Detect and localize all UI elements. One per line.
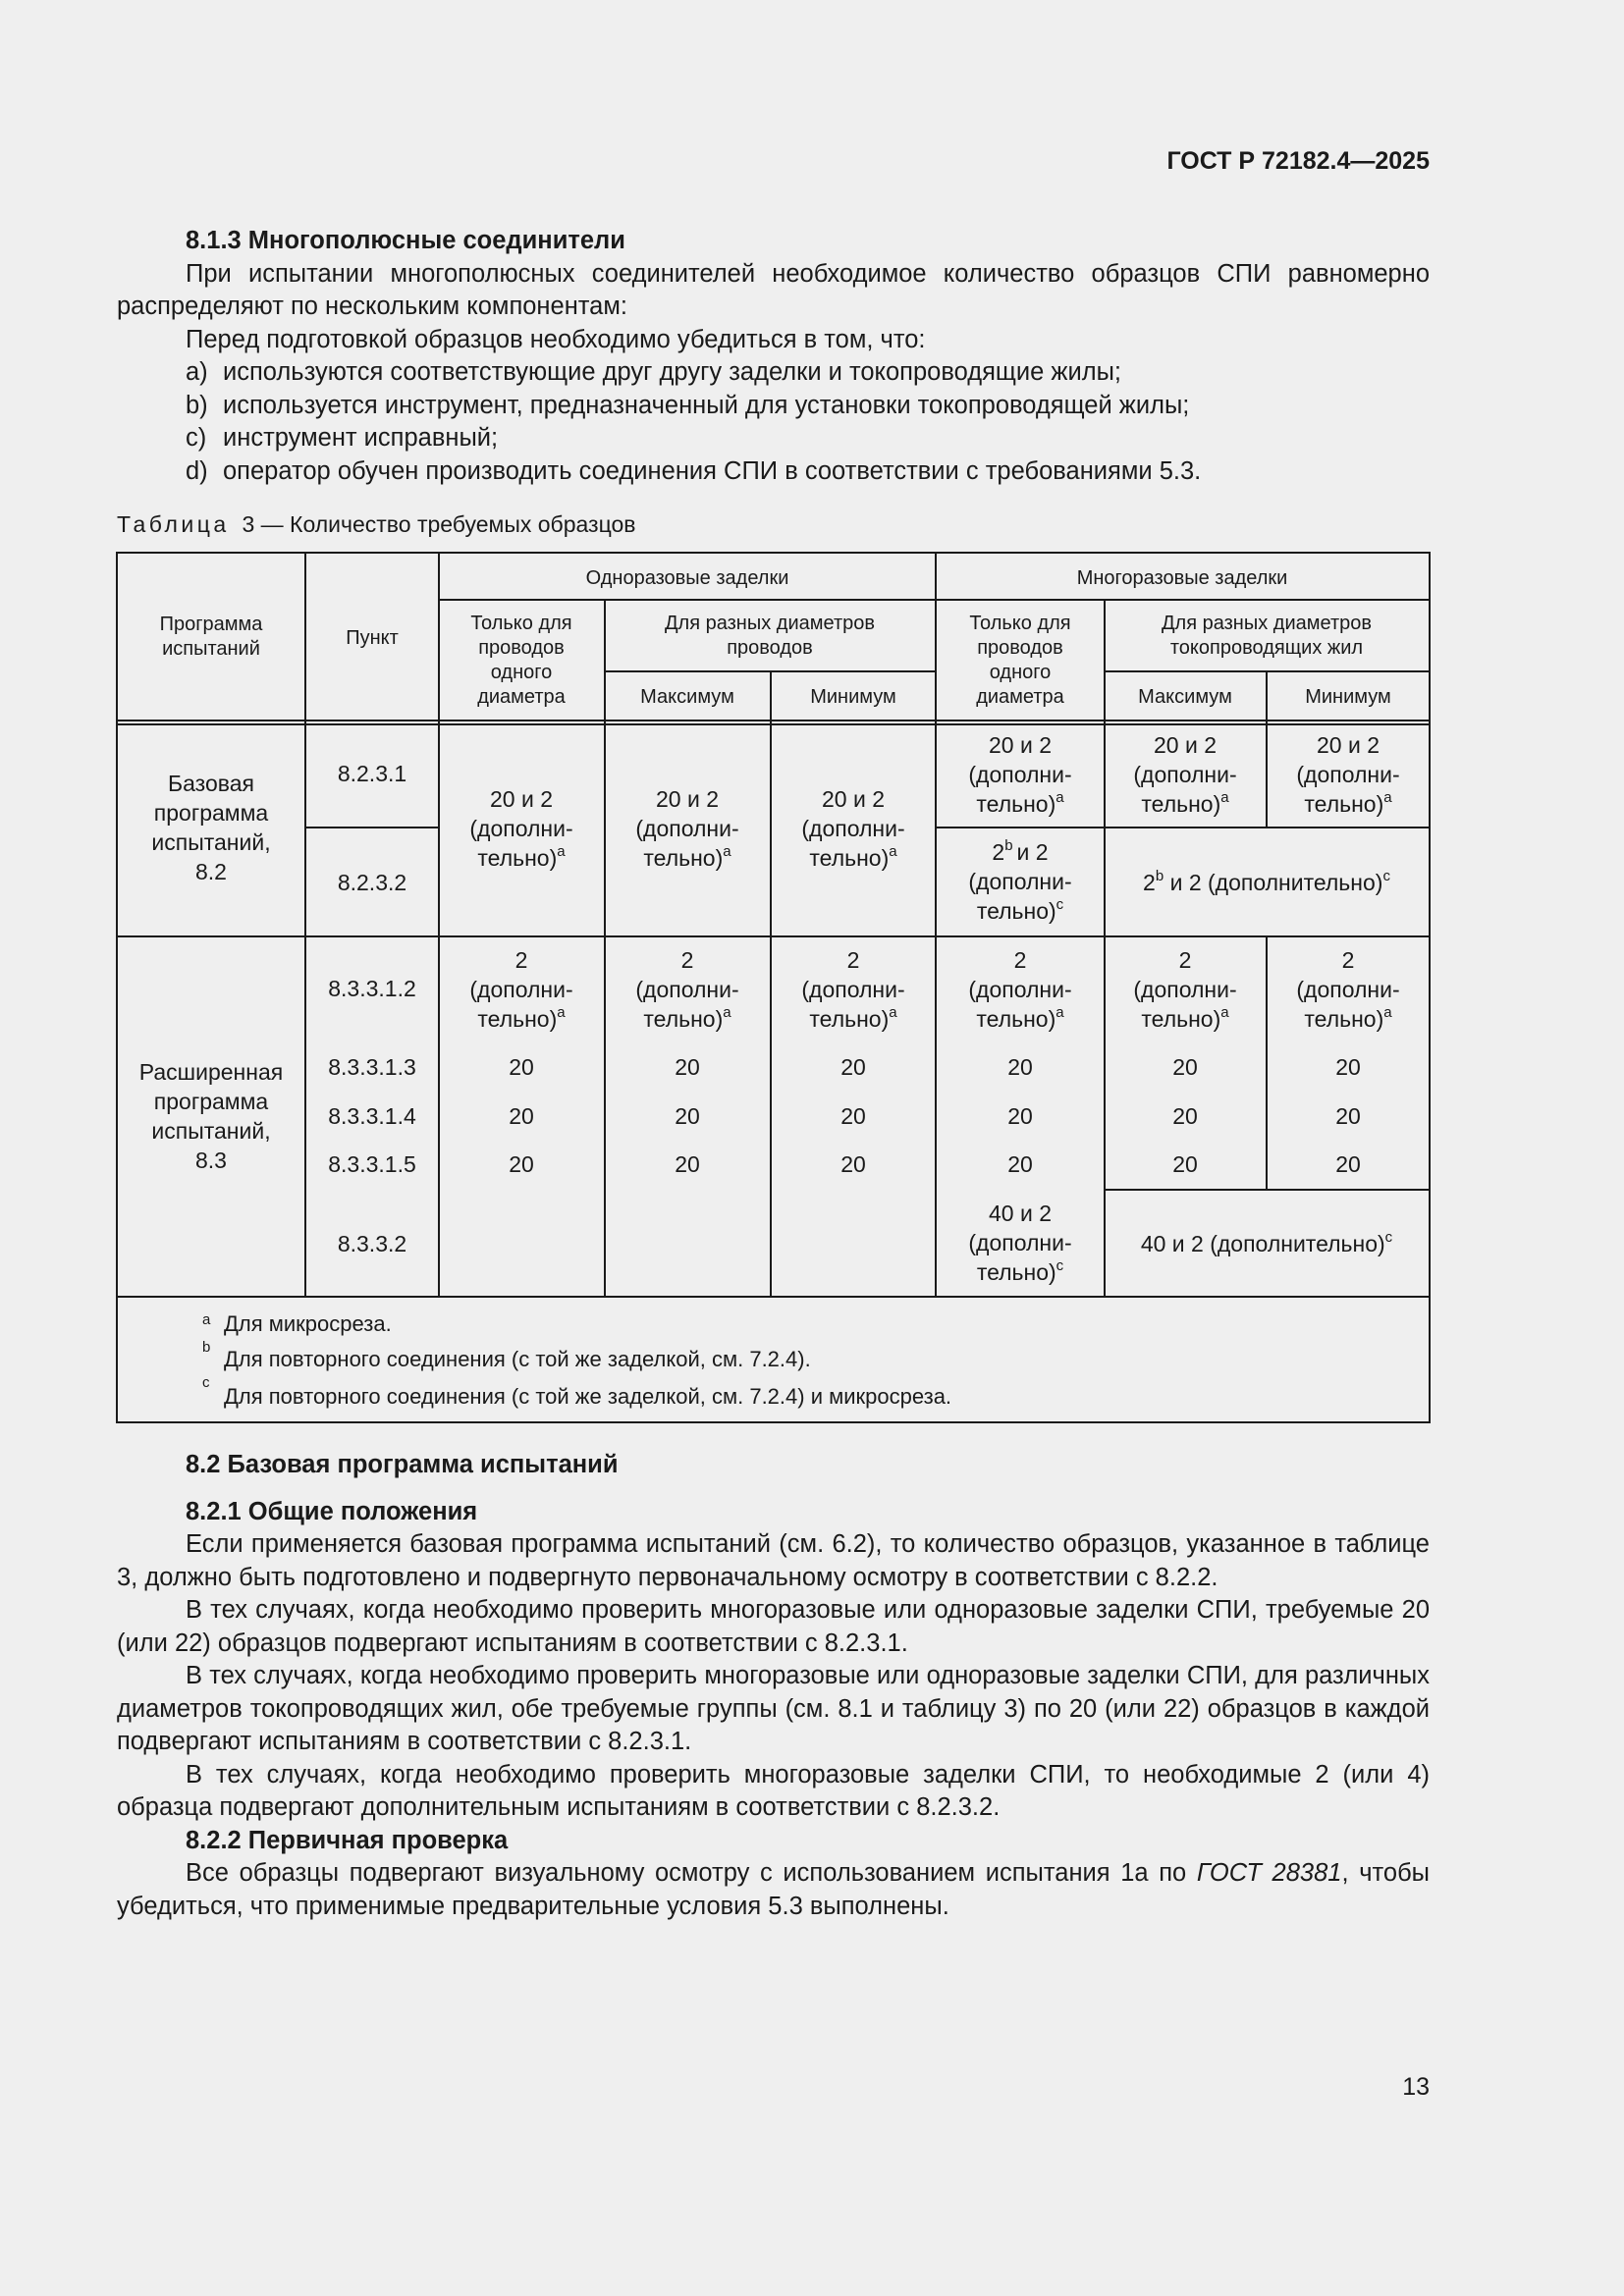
cell-value: 20 [509, 1103, 534, 1129]
cell-value: тельно)$^a$ [809, 1004, 897, 1032]
cell-value: тельно)$^a$ [809, 843, 897, 871]
table-body [139, 732, 1400, 1285]
subsection-heading: 8.2.1 Общие положения [186, 1497, 478, 1525]
footnote-text: Для микросреза. [224, 1311, 392, 1336]
header-maximum: Максимум [1138, 686, 1232, 708]
cell-value: 2$^b$ и 2 [992, 837, 1049, 865]
cell-value: 20 [675, 1151, 700, 1177]
cell-value: 20 и 2 [489, 786, 554, 812]
header-program-line: испытаний [162, 638, 260, 660]
footnote-mark: a [202, 1311, 211, 1328]
header-different-diameters-line: токопроводящих жил [1169, 637, 1364, 659]
cell-value: тельно)$^a$ [643, 843, 731, 871]
cell-value: (дополни- [968, 869, 1072, 894]
cell-value: 2 [1341, 947, 1355, 973]
cell-value: тельно)$^c$ [976, 896, 1064, 924]
cell-value: 20 [1007, 1054, 1033, 1080]
list-marker: b) [186, 391, 208, 419]
section-8-2 [117, 1449, 1430, 1923]
cell-value: 20 [1007, 1151, 1033, 1177]
cell-value: тельно)$^a$ [477, 1004, 566, 1032]
cell-value: тельно)$^a$ [976, 1004, 1064, 1032]
cell-value: (дополни- [968, 762, 1072, 787]
cell-value: 20 [1172, 1151, 1198, 1177]
paragraph: В тех случаях, когда необходимо проверить многоразовые или одноразовые заделки СПИ, требуемые 20 (или 22) образцов подвергают испытаниям в соответствии с 8.2.3.1. [117, 1596, 1430, 1657]
section-heading: 8.2 Базовая программа испытаний [186, 1451, 619, 1478]
cell-value: 20 [1172, 1054, 1198, 1080]
cell-value: 20 и 2 [1316, 732, 1380, 758]
cell-value: 20 [509, 1054, 534, 1080]
standard-reference: ГОСТ 28381 [1196, 1859, 1342, 1887]
header-single-diameter-line: одного [989, 662, 1052, 683]
cell-value: (дополни- [968, 1230, 1072, 1255]
group-basic-line: испытаний, [151, 829, 271, 855]
header-clause: Пункт [346, 627, 399, 649]
cell-value: 20 и 2 [1153, 732, 1218, 758]
list-item-text: инструмент исправный; [223, 424, 499, 452]
cell-value: 20 [1007, 1103, 1033, 1129]
cell-value: 20 [1335, 1054, 1361, 1080]
cell-value: 20 [1335, 1103, 1361, 1129]
header-different-diameters-line: Для разных диаметров [665, 613, 875, 634]
group-extended-line: испытаний, [151, 1118, 271, 1144]
header-different-diameters-line: Для разных диаметров [1162, 613, 1372, 634]
header-single-diameter-line: Только для [969, 613, 1071, 634]
header-minimum: Минимум [810, 686, 896, 708]
cell-value: 20 [840, 1054, 866, 1080]
list-marker: a) [186, 358, 208, 386]
table-caption-prefix: Таблица [117, 511, 230, 537]
paragraph: Если применяется базовая программа испытаний (см. 6.2), то количество образцов, указанное в таблице 3, должно быть подготовлено и подвергнуто первоначальному осмотру в соответствии с 8.2.2. [117, 1530, 1430, 1591]
cell-value: тельно)$^a$ [477, 843, 566, 871]
header-single-diameter-line: одного [490, 662, 553, 683]
footnote-text: Для повторного соединения (с той же заделкой, см. 7.2.4). [224, 1347, 811, 1371]
cell-value: 20 [1172, 1103, 1198, 1129]
cell-value: 2 [846, 947, 860, 973]
list-item-text: используется инструмент, предназначенный для установки токопроводящей жилы; [223, 391, 1190, 419]
cell-value: 20 [1335, 1151, 1361, 1177]
header-single-diameter-line: диаметра [976, 686, 1064, 708]
header-multi-use: Многоразовые заделки [1076, 567, 1288, 589]
cell-value: (дополни- [801, 816, 905, 841]
cell-value: 20 [840, 1103, 866, 1129]
cell-value: тельно)$^a$ [1141, 1004, 1229, 1032]
group-basic-line: программа [153, 800, 269, 826]
list-marker: d) [186, 456, 208, 485]
header-single-diameter-line: проводов [478, 637, 565, 659]
paragraph: В тех случаях, когда необходимо проверить многоразовые заделки СПИ, то необходимые 2 (или 4) образца подвергают дополнительным испытаниям в соответствии с 8.2.3.2. [117, 1760, 1430, 1821]
cell-value: (дополни- [1133, 977, 1237, 1002]
header-maximum: Максимум [640, 686, 734, 708]
clause: 8.3.3.1.5 [328, 1151, 416, 1177]
header-minimum: Минимум [1305, 686, 1391, 708]
clause: 8.3.3.1.2 [328, 976, 416, 1001]
cell-value: (дополни- [1296, 762, 1400, 787]
paragraph: В тех случаях, когда необходимо проверить многоразовые или одноразовые заделки СПИ, для различных диаметров токопроводящих жил, обе требуемые группы (см. 8.1 и таблицу 3) по 20 (или 22) образцов в каждой подвергают испытаниям в соответствии с 8.2.3.1. [117, 1662, 1430, 1755]
header-single-diameter-line: Только для [470, 613, 572, 634]
cell-value: тельно)$^a$ [643, 1004, 731, 1032]
cell-value: (дополни- [635, 977, 739, 1002]
cell-value: (дополни- [801, 977, 905, 1002]
cell-value: тельно)$^a$ [1141, 789, 1229, 817]
cell-value: 20 [675, 1054, 700, 1080]
clause: 8.2.3.1 [337, 761, 407, 786]
cell-value: 20 и 2 [655, 786, 720, 812]
paragraph: Перед подготовкой образцов необходимо убедиться в том, что: [186, 325, 926, 353]
cell-value: (дополни- [1133, 762, 1237, 787]
page-number: 13 [1402, 2073, 1430, 2101]
cell-value: 20 [509, 1151, 534, 1177]
cell-value: 2 [680, 947, 694, 973]
footnote-text: Для повторного соединения (с той же заделкой, см. 7.2.4) и микросреза. [224, 1384, 952, 1409]
clause: 8.2.3.2 [337, 870, 407, 895]
table-header [160, 567, 1391, 708]
cell-value: 20 [675, 1103, 700, 1129]
subsection-heading: 8.2.2 Первичная проверка [186, 1826, 509, 1854]
cell-value: (дополни- [635, 816, 739, 841]
header-single-use: Одноразовые заделки [585, 567, 789, 589]
cell-value: 20 и 2 [821, 786, 886, 812]
cell-value: (дополни- [469, 977, 573, 1002]
cell-value: (дополни- [469, 816, 573, 841]
cell-value: 40 и 2 [988, 1201, 1053, 1226]
list-marker: c) [186, 424, 207, 452]
footnote-mark: c [202, 1374, 210, 1391]
group-basic-line: Базовая [168, 771, 254, 796]
paragraph: При испытании многополюсных соединителей необходимое количество образцов СПИ равномерно распределяют по нескольким компонентам: [117, 259, 1430, 320]
cell-value-wide: 40 и 2 (дополнительно)$^c$ [1140, 1229, 1393, 1256]
cell-value: 2 [514, 947, 528, 973]
cell-value: тельно)$^c$ [976, 1257, 1064, 1285]
header-single-diameter-line: проводов [977, 637, 1063, 659]
group-extended-line: Расширенная [138, 1059, 284, 1085]
cell-value: 2 [1013, 947, 1027, 973]
header-program-line: Программа [159, 614, 263, 635]
section-heading: 8.1.3 Многополюсные соединители [186, 227, 625, 254]
cell-value: (дополни- [1296, 977, 1400, 1002]
header-single-diameter-line: диаметра [477, 686, 566, 708]
table-footnotes [202, 1311, 951, 1409]
group-basic-line: 8.2 [195, 859, 227, 884]
cell-value-wide: 2$^b$ и 2 (дополнительно)$^c$ [1143, 868, 1390, 895]
group-extended-line: 8.3 [195, 1148, 227, 1173]
clause: 8.3.3.1.3 [328, 1054, 416, 1080]
header-different-diameters-line: проводов [727, 637, 813, 659]
cell-value: 20 [840, 1151, 866, 1177]
document-code-header: ГОСТ Р 72182.4—2025 [1166, 147, 1430, 175]
cell-value: (дополни- [968, 977, 1072, 1002]
table-caption-title: 3 — Количество требуемых образцов [242, 511, 636, 537]
cell-value: 2 [1178, 947, 1192, 973]
cell-value: тельно)$^a$ [976, 789, 1064, 817]
cell-value: тельно)$^a$ [1304, 1004, 1392, 1032]
clause: 8.3.3.1.4 [328, 1103, 416, 1129]
list-item-text: используются соответствующие друг другу заделки и токопроводящие жилы; [223, 358, 1122, 386]
cell-value: 20 и 2 [988, 732, 1053, 758]
cell-value: тельно)$^a$ [1304, 789, 1392, 817]
paragraph: Все образцы подвергают визуальному осмотру с использованием испытания 1а по ГОСТ 28381, чтобы убедиться, что применимые предварительные условия 5.3 выполнены. [117, 1859, 1430, 1920]
footnote-mark: b [202, 1339, 211, 1356]
group-extended-line: программа [153, 1089, 269, 1114]
clause: 8.3.3.2 [337, 1231, 407, 1256]
list-item-text: оператор обучен производить соединения СПИ в соответствии с требованиями 5.3. [223, 456, 1202, 485]
